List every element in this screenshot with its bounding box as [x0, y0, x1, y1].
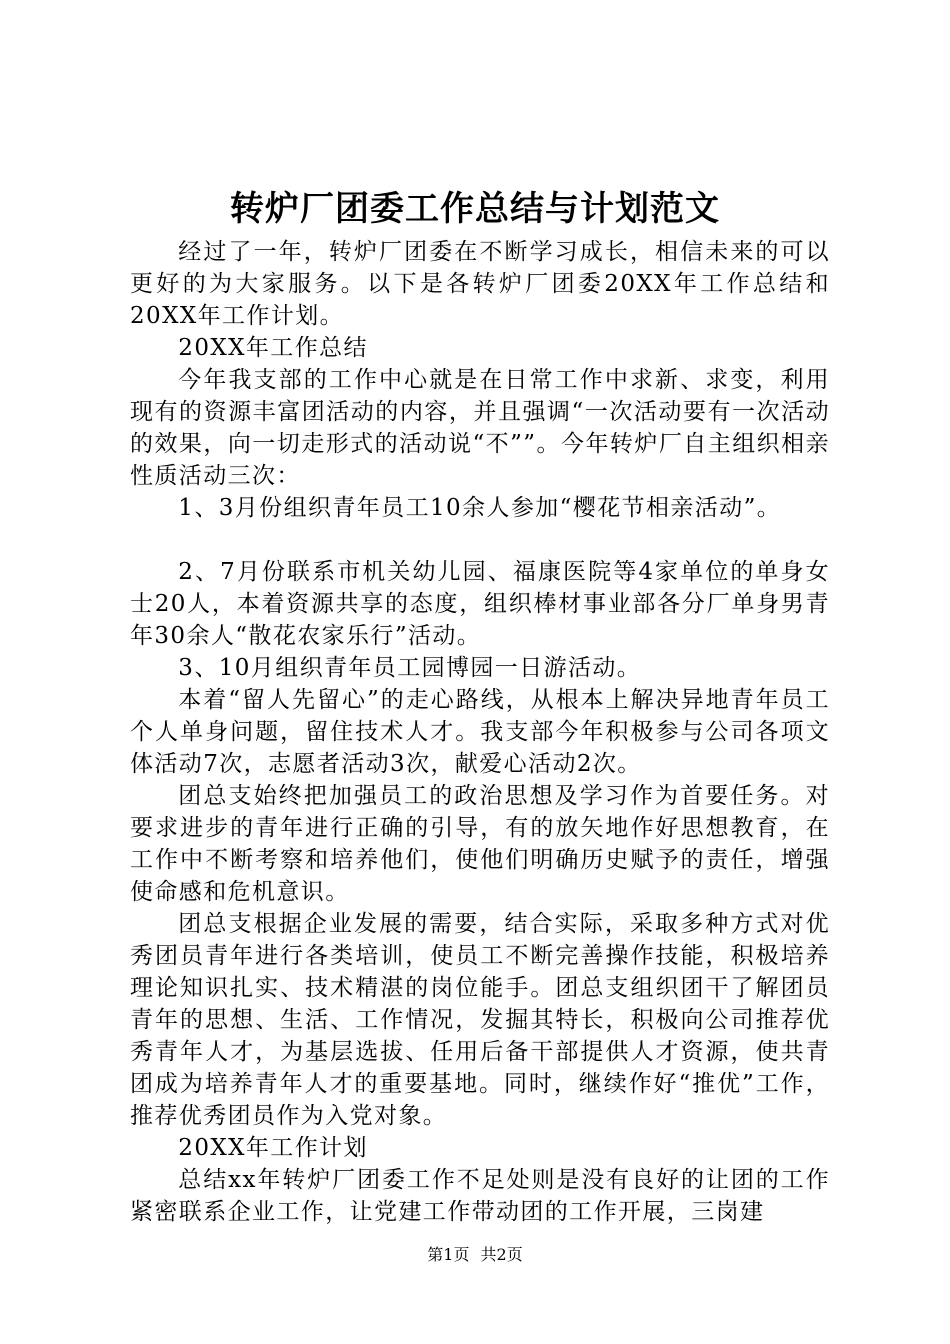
paragraph-training: 团总支根据企业发展的需要，结合实际，采取多种方式对优秀团员青年进行各类培训，使员工不断完善操作技能，积极培养理论知识扎实、技术精湛的岗位能手。团总支组织团干了解团员青年的思想、生活、工作情况，发掘其特长，积极向公司推荐优秀青年人才，为基层选拔、任用后备干部提供人才资源，使共青团成为培养青年人才的重要基地。同时，继续作好“推优”工作，推荐优秀团员作为入党对象。 — [130, 911, 830, 1129]
list-item-activity-3: 3、10月组织青年员工园博园一日游活动。 — [178, 655, 642, 681]
page-number: 第1页 — [427, 1245, 470, 1264]
paragraph-retention: 本着“留人先留心”的走心路线，从根本上解决异地青年员工个人单身问题，留住技术人才。我支部今年积极参与公司各项文体活动7次，志愿者活动3次，献爱心活动2次。 — [130, 687, 830, 777]
list-item-activity-1: 1、3月份组织青年员工10余人参加“樱花节相亲活动”。 — [178, 495, 782, 521]
section-heading-summary: 20XX年工作总结 — [178, 335, 368, 361]
document-body — [130, 236, 830, 1228]
section-heading-plan: 20XX年工作计划 — [178, 1135, 368, 1161]
page-total: 共2页 — [480, 1245, 523, 1264]
document-title: 转炉厂团委工作总结与计划范文 — [230, 189, 720, 229]
paragraph-intro: 经过了一年，转炉厂团委在不断学习成长，相信未来的可以更好的为大家服务。以下是各转炉厂团委20XX年工作总结和20XX年工作计划。 — [130, 239, 830, 329]
page-footer — [0, 1244, 950, 1266]
paragraph-work-center: 今年我支部的工作中心就是在日常工作中求新、求变，利用现有的资源丰富团活动的内容，并且强调“一次活动要有一次活动的效果，向一切走形式的活动说“不””。今年转炉厂自主组织相亲性质活动三次： — [130, 367, 830, 489]
paragraph-political-study: 团总支始终把加强员工的政治思想及学习作为首要任务。对要求进步的青年进行正确的引导，有的放矢地作好思想教育，在工作中不断考察和培养他们，使他们明确历史赋予的责任，增强使命感和危机意识。 — [130, 783, 830, 905]
list-item-activity-2: 2、7月份联系市机关幼儿园、福康医院等4家单位的单身女士20人，本着资源共享的态度，组织棒材事业部各分厂单身男青年30余人“散花农家乐行”活动。 — [130, 559, 830, 649]
paragraph-plan: 总结xx年转炉厂团委工作不足处则是没有良好的让团的工作紧密联系企业工作，让党建工作带动团的工作开展，三岗建 — [130, 1167, 830, 1225]
